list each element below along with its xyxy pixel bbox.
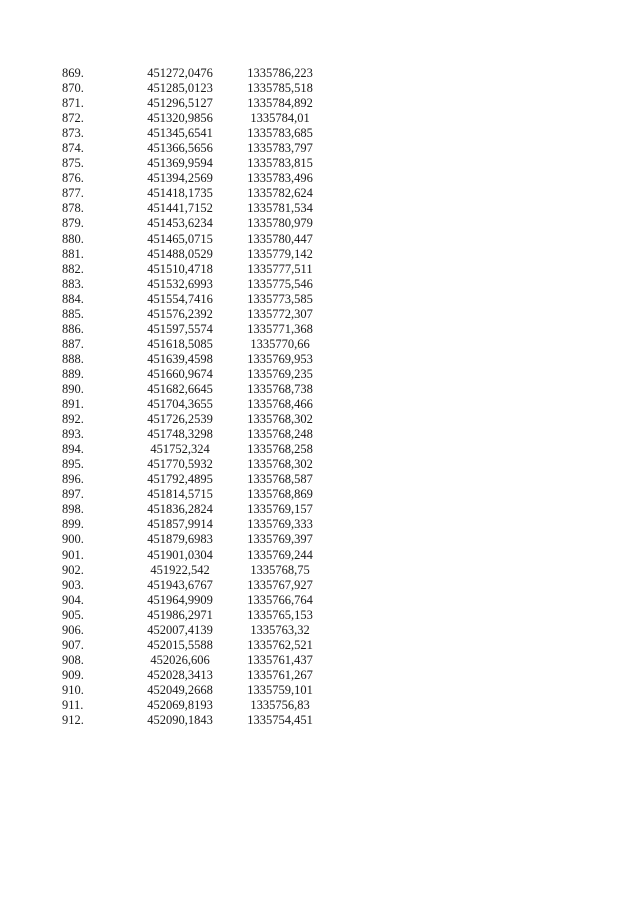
point-number: 876. — [62, 171, 84, 186]
y-coordinate: 1335763,32 — [250, 622, 310, 637]
table-row — [62, 713, 332, 728]
x-coordinate: 451836,2824 — [147, 502, 213, 517]
x-coordinate: 451272,0476 — [147, 66, 213, 80]
point-number: 870. — [62, 81, 84, 96]
y-coordinate: 1335771,368 — [247, 321, 313, 336]
table-row — [62, 367, 332, 382]
point-number: 902. — [62, 562, 84, 577]
y-coordinate: 1335768,738 — [247, 381, 313, 396]
y-coordinate: 1335780,447 — [247, 231, 313, 246]
point-number: 877. — [62, 186, 84, 201]
y-coordinate: 1335769,333 — [247, 517, 313, 532]
y-coordinate: 1335754,451 — [247, 713, 313, 728]
y-coordinate: 1335784,892 — [247, 96, 313, 111]
x-coordinate: 451576,2392 — [147, 306, 213, 321]
y-coordinate: 1335756,83 — [250, 697, 310, 712]
point-number: 896. — [62, 472, 84, 487]
x-coordinate: 451510,4718 — [147, 261, 213, 276]
point-number: 904. — [62, 592, 84, 607]
table-row — [62, 623, 332, 638]
point-number: 892. — [62, 412, 84, 427]
point-number: 871. — [62, 96, 84, 111]
y-coordinate: 1335768,587 — [247, 472, 313, 487]
table-row — [62, 66, 332, 81]
x-coordinate: 451532,6993 — [147, 276, 213, 291]
y-coordinate: 1335761,437 — [247, 652, 313, 667]
x-coordinate: 451814,5715 — [147, 487, 213, 502]
table-row — [62, 412, 332, 427]
table-row — [62, 96, 332, 111]
x-coordinate: 451285,0123 — [147, 81, 213, 96]
table-row — [62, 171, 332, 186]
y-coordinate: 1335783,815 — [247, 156, 313, 171]
point-number: 874. — [62, 141, 84, 156]
point-number: 875. — [62, 156, 84, 171]
x-coordinate: 451901,0304 — [147, 547, 213, 562]
table-row — [62, 502, 332, 517]
point-number: 898. — [62, 502, 84, 517]
y-coordinate: 1335769,953 — [247, 351, 313, 366]
table-row — [62, 397, 332, 412]
y-coordinate: 1335784,01 — [250, 111, 310, 126]
x-coordinate: 451857,9914 — [147, 517, 213, 532]
x-coordinate: 451879,6983 — [147, 532, 213, 547]
table-row — [62, 352, 332, 367]
y-coordinate: 1335767,927 — [247, 577, 313, 592]
x-coordinate: 451418,1735 — [147, 186, 213, 201]
table-row — [62, 292, 332, 307]
x-coordinate: 451488,0529 — [147, 246, 213, 261]
x-coordinate: 451639,4598 — [147, 351, 213, 366]
y-coordinate: 1335779,142 — [247, 246, 313, 261]
point-number: 883. — [62, 276, 84, 291]
table-row — [62, 668, 332, 683]
table-row — [62, 141, 332, 156]
x-coordinate: 451465,0715 — [147, 231, 213, 246]
point-number: 901. — [62, 547, 84, 562]
table-row — [62, 156, 332, 171]
coordinate-table-body — [62, 66, 332, 728]
point-number: 906. — [62, 622, 84, 637]
point-number: 908. — [62, 652, 84, 667]
x-coordinate: 452015,5588 — [147, 637, 213, 652]
table-row — [62, 262, 332, 277]
point-number: 910. — [62, 682, 84, 697]
point-number: 873. — [62, 126, 84, 141]
table-row — [62, 578, 332, 593]
table-row — [62, 111, 332, 126]
y-coordinate: 1335786,223 — [247, 66, 313, 80]
x-coordinate: 451922,542 — [150, 562, 210, 577]
x-coordinate: 451943,6767 — [147, 577, 213, 592]
table-row — [62, 216, 332, 231]
y-coordinate: 1335768,302 — [247, 412, 313, 427]
point-number: 909. — [62, 667, 84, 682]
y-coordinate: 1335762,521 — [247, 637, 313, 652]
y-coordinate: 1335768,466 — [247, 397, 313, 412]
table-row — [62, 81, 332, 96]
y-coordinate: 1335769,244 — [247, 547, 313, 562]
x-coordinate: 451986,2971 — [147, 607, 213, 622]
y-coordinate: 1335783,496 — [247, 171, 313, 186]
x-coordinate: 451752,324 — [150, 442, 210, 457]
y-coordinate: 1335766,764 — [247, 592, 313, 607]
y-coordinate: 1335768,869 — [247, 487, 313, 502]
coordinate-table — [62, 66, 332, 728]
table-row — [62, 201, 332, 216]
point-number: 886. — [62, 321, 84, 336]
table-row — [62, 382, 332, 397]
x-coordinate: 451366,5656 — [147, 141, 213, 156]
y-coordinate: 1335759,101 — [247, 682, 313, 697]
point-number: 903. — [62, 577, 84, 592]
table-row — [62, 322, 332, 337]
x-coordinate: 451792,4895 — [147, 472, 213, 487]
x-coordinate: 451597,5574 — [147, 321, 213, 336]
x-coordinate: 451554,7416 — [147, 291, 213, 306]
point-number: 879. — [62, 216, 84, 231]
point-number: 878. — [62, 201, 84, 216]
x-coordinate: 451320,9856 — [147, 111, 213, 126]
y-coordinate: 1335770,66 — [250, 336, 310, 351]
table-row — [62, 653, 332, 668]
x-coordinate: 451964,9909 — [147, 592, 213, 607]
x-coordinate: 452049,2668 — [147, 682, 213, 697]
x-coordinate: 451704,3655 — [147, 397, 213, 412]
point-number: 900. — [62, 532, 84, 547]
x-coordinate: 451394,2569 — [147, 171, 213, 186]
point-number: 889. — [62, 366, 84, 381]
x-coordinate: 451726,2539 — [147, 412, 213, 427]
y-coordinate: 1335769,157 — [247, 502, 313, 517]
x-coordinate: 451618,5085 — [147, 336, 213, 351]
point-number: 881. — [62, 246, 84, 261]
table-row — [62, 186, 332, 201]
x-coordinate: 451660,9674 — [147, 366, 213, 381]
x-coordinate: 451682,6645 — [147, 381, 213, 396]
x-coordinate: 452028,3413 — [147, 667, 213, 682]
table-row — [62, 337, 332, 352]
x-coordinate: 452026,606 — [150, 652, 210, 667]
table-row — [62, 457, 332, 472]
point-number: 891. — [62, 397, 84, 412]
y-coordinate: 1335781,534 — [247, 201, 313, 216]
y-coordinate: 1335768,75 — [250, 562, 310, 577]
x-coordinate: 451441,7152 — [147, 201, 213, 216]
point-number: 888. — [62, 351, 84, 366]
table-row — [62, 487, 332, 502]
x-coordinate: 451296,5127 — [147, 96, 213, 111]
x-coordinate: 452090,1843 — [147, 713, 213, 728]
point-number: 899. — [62, 517, 84, 532]
y-coordinate: 1335768,258 — [247, 442, 313, 457]
x-coordinate: 451369,9594 — [147, 156, 213, 171]
point-number: 894. — [62, 442, 84, 457]
y-coordinate: 1335768,302 — [247, 457, 313, 472]
x-coordinate: 451748,3298 — [147, 427, 213, 442]
table-row — [62, 277, 332, 292]
point-number: 893. — [62, 427, 84, 442]
x-coordinate: 451453,6234 — [147, 216, 213, 231]
point-number: 869. — [62, 66, 84, 80]
point-number: 897. — [62, 487, 84, 502]
point-number: 890. — [62, 381, 84, 396]
x-coordinate: 451345,6541 — [147, 126, 213, 141]
point-number: 907. — [62, 637, 84, 652]
point-number: 882. — [62, 261, 84, 276]
table-row — [62, 563, 332, 578]
table-row — [62, 608, 332, 623]
point-number: 911. — [62, 697, 84, 712]
table-row — [62, 698, 332, 713]
point-number: 885. — [62, 306, 84, 321]
y-coordinate: 1335777,511 — [247, 261, 313, 276]
table-row — [62, 517, 332, 532]
table-row — [62, 307, 332, 322]
table-row — [62, 126, 332, 141]
point-number: 895. — [62, 457, 84, 472]
y-coordinate: 1335780,979 — [247, 216, 313, 231]
point-number: 887. — [62, 336, 84, 351]
y-coordinate: 1335783,797 — [247, 141, 313, 156]
point-number: 884. — [62, 291, 84, 306]
table-row — [62, 638, 332, 653]
y-coordinate: 1335772,307 — [247, 306, 313, 321]
point-number: 905. — [62, 607, 84, 622]
y-coordinate: 1335773,585 — [247, 291, 313, 306]
table-row — [62, 472, 332, 487]
table-row — [62, 683, 332, 698]
point-number: 880. — [62, 231, 84, 246]
y-coordinate: 1335783,685 — [247, 126, 313, 141]
table-row — [62, 593, 332, 608]
y-coordinate: 1335785,518 — [247, 81, 313, 96]
table-row — [62, 247, 332, 262]
x-coordinate: 452007,4139 — [147, 622, 213, 637]
table-row — [62, 548, 332, 563]
y-coordinate: 1335765,153 — [247, 607, 313, 622]
table-row — [62, 427, 332, 442]
y-coordinate: 1335769,397 — [247, 532, 313, 547]
y-coordinate: 1335775,546 — [247, 276, 313, 291]
point-number: 912. — [62, 713, 84, 728]
y-coordinate: 1335769,235 — [247, 366, 313, 381]
x-coordinate: 452069,8193 — [147, 697, 213, 712]
y-coordinate: 1335761,267 — [247, 667, 313, 682]
x-coordinate: 451770,5932 — [147, 457, 213, 472]
table-row — [62, 442, 332, 457]
table-row — [62, 532, 332, 547]
y-coordinate: 1335782,624 — [247, 186, 313, 201]
y-coordinate: 1335768,248 — [247, 427, 313, 442]
point-number: 872. — [62, 111, 84, 126]
table-row — [62, 232, 332, 247]
